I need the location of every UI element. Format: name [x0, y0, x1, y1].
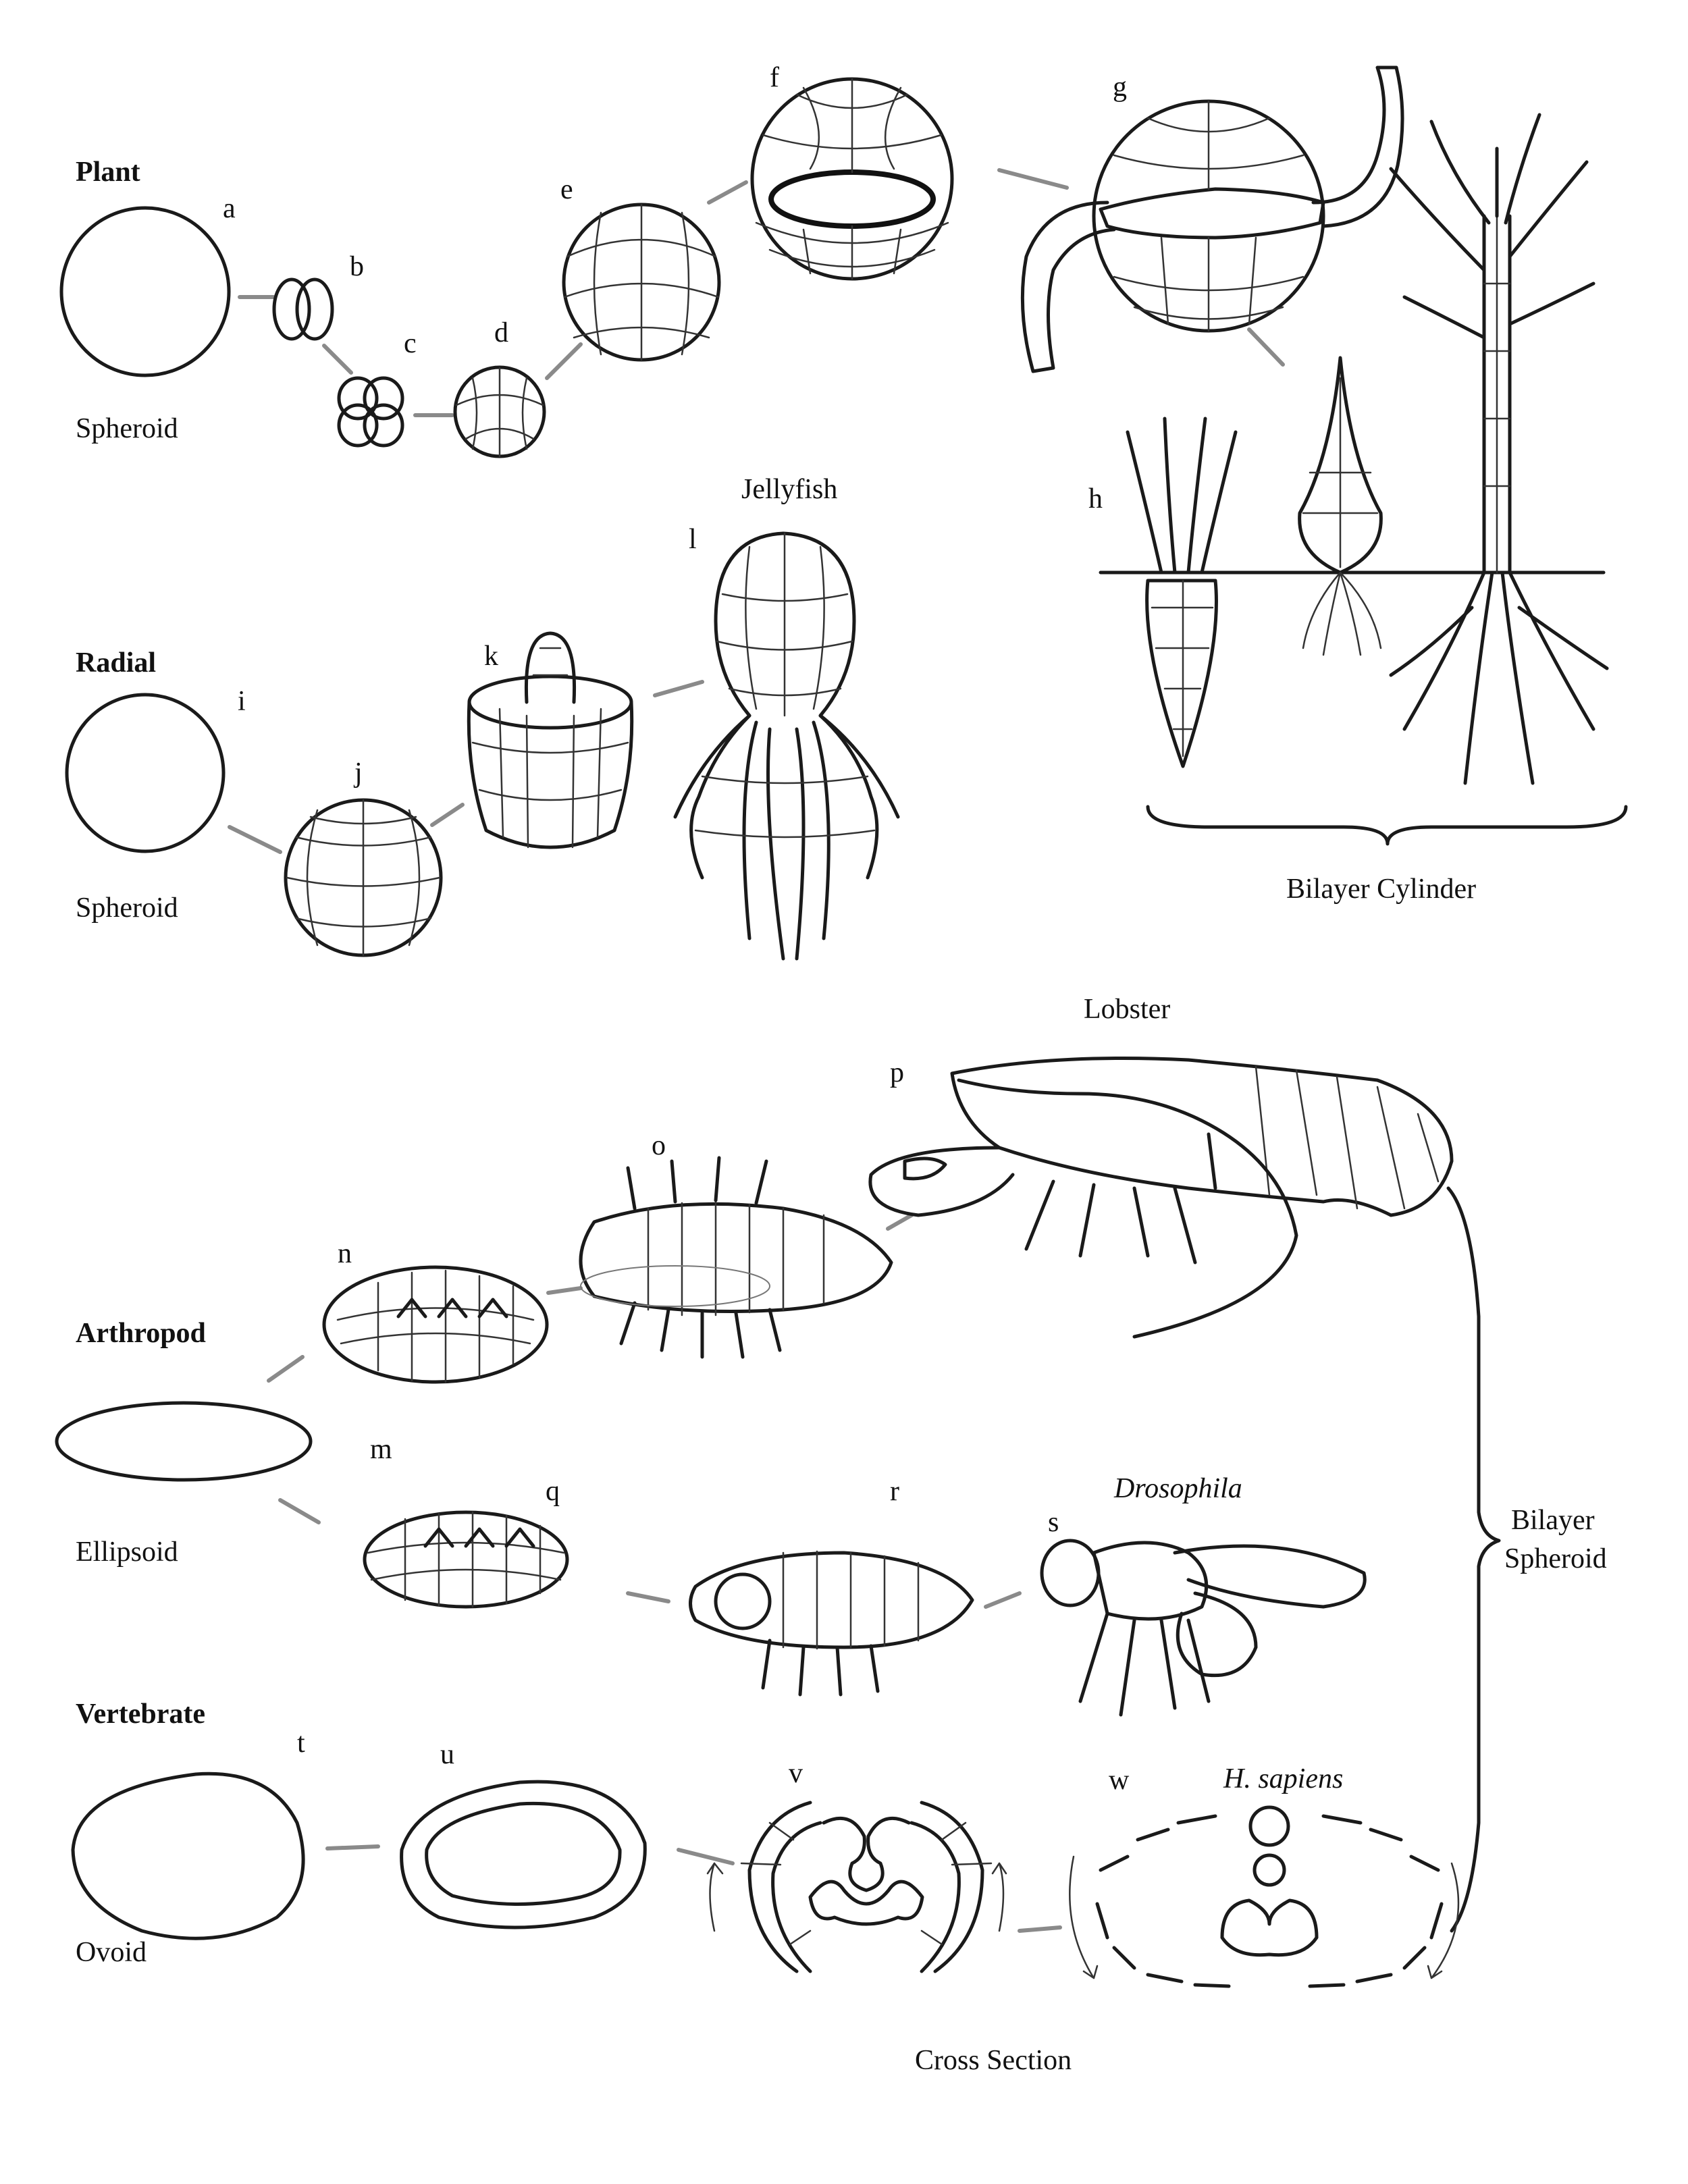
vertebrate-bilayer-ovoid-u [402, 1782, 645, 1927]
letter-o: o [652, 1130, 666, 1161]
letter-a: a [223, 193, 236, 224]
vertebrate-ovoid-t [73, 1774, 303, 1938]
plant-title: Plant [76, 157, 140, 188]
letter-g: g [1113, 72, 1127, 103]
plant-shape-label: Spheroid [76, 413, 178, 444]
plant-spheroid-a [61, 208, 229, 375]
connector-m-q [280, 1500, 319, 1522]
letter-p: p [890, 1057, 904, 1088]
human-label: H. sapiens [1223, 1763, 1344, 1794]
vertebrate-shape-label: Ovoid [76, 1937, 147, 1968]
letter-e: e [560, 174, 573, 205]
connector-g-h [1249, 329, 1283, 365]
connector-n-o [548, 1288, 581, 1293]
arthropod-fly-s [1042, 1541, 1365, 1715]
vertebrate-title: Vertebrate [76, 1699, 206, 1730]
letter-r: r [890, 1476, 899, 1507]
connector-f-g [999, 170, 1067, 188]
radial-blastula-j [286, 800, 441, 955]
letter-j: j [354, 757, 363, 789]
letter-i: i [238, 686, 246, 717]
letter-m: m [370, 1434, 392, 1465]
arthropod-title: Arthropod [76, 1318, 206, 1349]
vertebrate-cross-section-w [1070, 1807, 1458, 1986]
connector-q-r [628, 1593, 668, 1601]
connector-t-u [327, 1846, 378, 1848]
connector-e-f [709, 182, 746, 203]
connector-i-j [230, 827, 280, 852]
plant-two-cell-b [274, 279, 332, 339]
connector-r-s [986, 1593, 1020, 1607]
arthropod-embryo-n [324, 1267, 547, 1382]
connector-j-k [432, 805, 463, 825]
letter-c: c [404, 328, 417, 359]
vertebrate-cross-section-v [708, 1803, 1006, 1971]
connector-v-w [1020, 1927, 1060, 1931]
arthropod-embryo-q [365, 1512, 567, 1607]
plant-bulb-h [1300, 358, 1381, 655]
plant-four-cell-c [339, 378, 402, 446]
connector-b-c [324, 346, 351, 373]
arthropod-shape-label: Ellipsoid [76, 1537, 178, 1568]
radial-shape-label: Spheroid [76, 893, 178, 924]
plant-morula-e [564, 205, 719, 360]
letter-l: l [689, 524, 697, 555]
arthropod-ellipsoid-m [57, 1403, 311, 1480]
cross-section-label: Cross Section [915, 2045, 1072, 2076]
bilayer-cylinder-bracket [1148, 807, 1626, 844]
letter-u: u [440, 1739, 454, 1770]
letter-q: q [546, 1476, 560, 1507]
drosophila-label: Drosophila [1114, 1473, 1242, 1504]
jellyfish-label: Jellyfish [741, 474, 838, 505]
connector-o-p [888, 1215, 912, 1229]
letter-v: v [789, 1758, 803, 1789]
radial-jellyfish-l [675, 533, 898, 959]
arthropod-lobster-p [870, 1059, 1452, 1337]
plant-tree-h [1391, 115, 1607, 783]
letter-n: n [338, 1238, 352, 1269]
connector-m-n [269, 1357, 302, 1381]
letter-h: h [1088, 483, 1103, 514]
bilayer-spheroid-bracket [1448, 1188, 1499, 1931]
bilayer-spheroid-label-line1: Bilayer [1511, 1505, 1595, 1536]
connector-u-v [679, 1850, 733, 1863]
bilayer-cylinder-label: Bilayer Cylinder [1286, 874, 1477, 905]
connector-d-e [547, 344, 581, 378]
letter-d: d [494, 317, 508, 348]
letter-w: w [1109, 1765, 1130, 1796]
lobster-label: Lobster [1084, 994, 1171, 1025]
connector-k-l [655, 682, 702, 695]
letter-s: s [1048, 1507, 1059, 1538]
plant-open-sphere-f [752, 79, 952, 279]
bilayer-spheroid-label-line2: Spheroid [1504, 1543, 1607, 1574]
plant-seedling-g [1022, 68, 1402, 371]
plant-carrot-h [1128, 419, 1236, 766]
arthropod-larva-o [581, 1158, 891, 1357]
letter-t: t [297, 1728, 305, 1759]
radial-title: Radial [76, 647, 157, 678]
letter-b: b [350, 251, 364, 282]
plant-eight-cell-d [455, 367, 544, 456]
radial-spheroid-i [67, 695, 223, 851]
arthropod-larva-r [691, 1551, 973, 1695]
letter-k: k [484, 641, 498, 672]
letter-f: f [770, 62, 779, 93]
